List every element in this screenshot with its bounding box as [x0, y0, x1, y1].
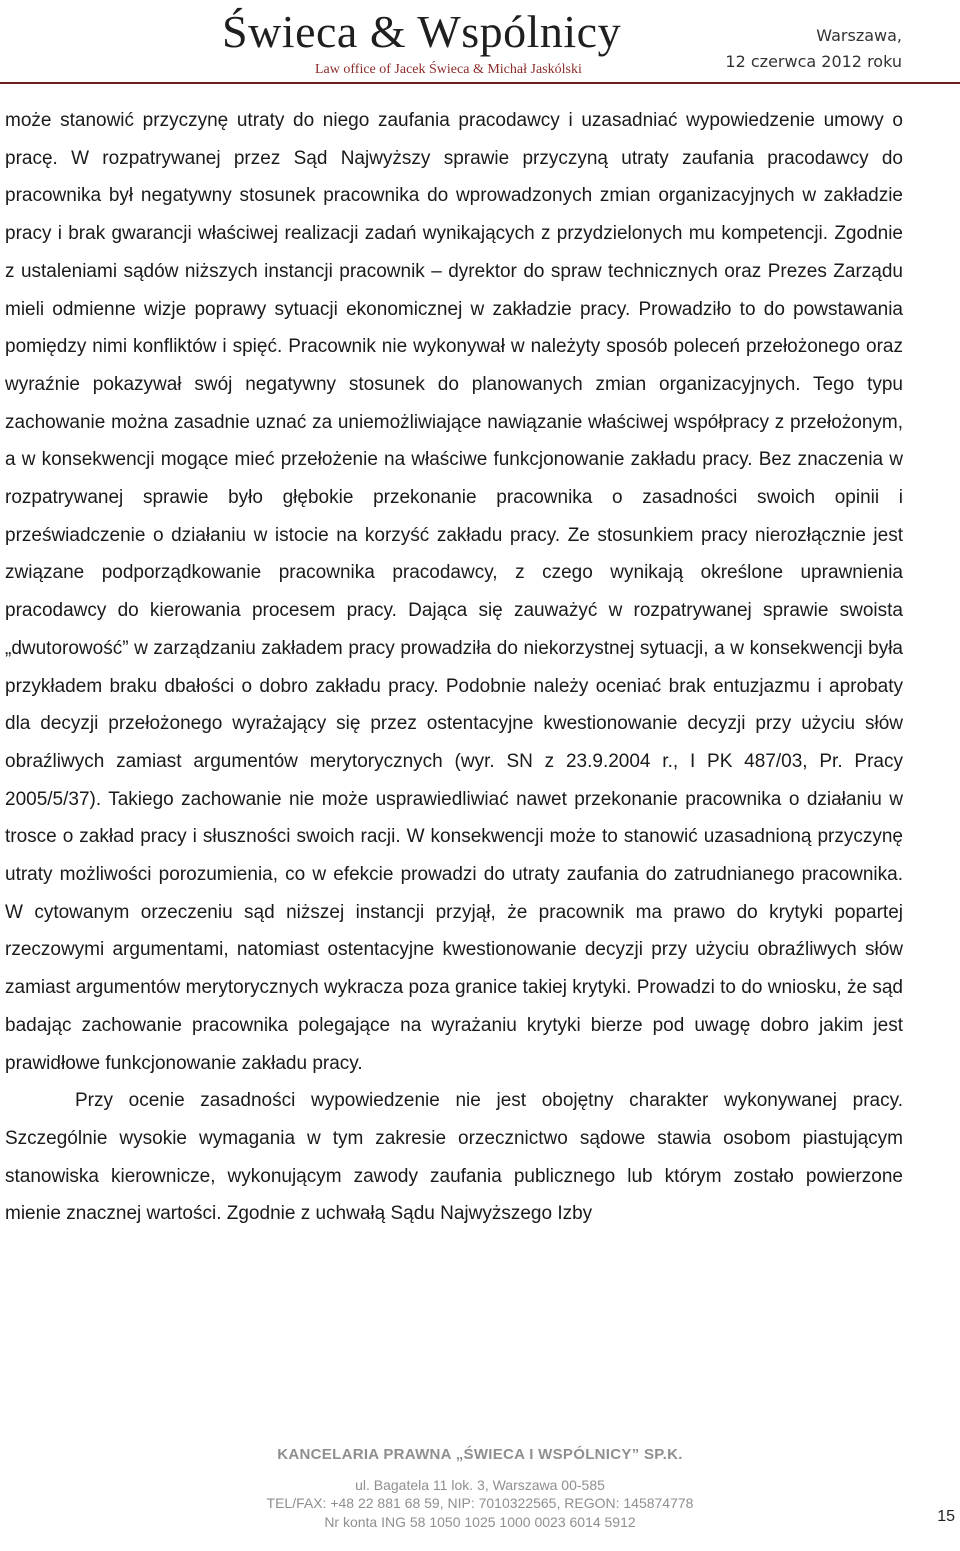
header-place: Warszawa,	[816, 26, 902, 45]
header-date: 12 czerwca 2012 roku	[725, 52, 902, 71]
logo-subtitle: Law office of Jacek Świeca & Michał Jaskólski	[315, 62, 582, 77]
body-paragraph: może stanowić przyczynę utraty do niego zaufania pracodawcy i uzasadniać wypowiedzenie umowy o pracę. W rozpatrywanej przez Sąd Najwyższy sprawie przyczyną utraty zaufania pracodawcy do pracownika był negatywny stosunek pracownika do wprowadzonych zmian organizacyjnych w zakładzie pracy i brak gwarancji właściwej realizacji zadań wynikających z przydzielonych mu kompetencji. Zgodnie z ustaleniami sądów niższych instancji pracownik – dyrektor do spraw technicznych oraz Prezes Zarządu mieli odmienne wizje poprawy sytuacji ekonomicznej w zakładzie pracy. Prowadziło to do powstawania pomiędzy nimi konfliktów i spięć. Pracownik nie wykonywał w należyty sposób poleceń przełożonego oraz wyraźnie pokazywał swój negatywny stosunek do planowanych zmian organizacyjnych. Tego typu zachowanie można zasadnie uznać za uniemożliwiające nawiązanie właściwej współpracy z przełożonym, a w konsekwencji mogące mieć przełożenie na właściwe funkcjonowanie zakładu pracy. Bez znaczenia w rozpatrywanej sprawie było głębokie przekonanie pracownika o zasadności swoich opinii i przeświadczenie o działaniu w istocie na korzyść zakładu pracy. Ze stosunkiem pracy nierozłącznie jest związane podporządkowanie pracownika pracodawcy, z czego wynikają określone uprawnienia pracodawcy do kierowania procesem pracy. Dająca się zauważyć w rozpatrywanej sprawie swoista „dwutorowość” w zarządzaniu zakładem pracy prowadziła do niekorzystnej sytuacji, a w konsekwencji była przykładem braku dbałości o dobro zakładu pracy. Podobnie należy oceniać brak entuzjazmu i aprobaty dla decyzji przełożonego wyrażający się przez ostentacyjne kwestionowanie decyzji przy użyciu słów obraźliwych zamiast argumentów merytorycznych (wyr. SN z 23.9.2004 r., I PK 487/03, Pr. Pracy 2005/5/37). Takiego zachowanie nie może usprawiedliwiać nawet przekonanie pracownika o działaniu w trosce o zakład pracy i słuszności swoich racji. W konsekwencji może to stanowić uzasadnioną przyczynę utraty możliwości porozumienia, co w efekcie prowadzi do utraty zaufania do zatrudnianego pracownika. W cytowanym orzeczeniu sąd niższej instancji przyjął, że pracownik ma prawo do krytyki popartej rzeczowymi argumentami, natomiast ostentacyjne kwestionowanie decyzji przy użyciu obraźliwych słów zamiast argumentów merytorycznych wykracza poza granice takiej krytyki. Prowadzi to do wniosku, że sąd badając zachowanie pracownika polegające na wyrażaniu krytyki bierze pod uwagę dobro jakim jest prawidłowe funkcjonowanie zakładu pracy.	[5, 110, 903, 1074]
letterhead	[0, 0, 960, 86]
footer-contact-ids: TEL/FAX: +48 22 881 68 59, NIP: 7010322565, REGON: 145874778	[266, 1495, 694, 1511]
footer-bank-account: Nr konta ING 58 1050 1025 1000 0023 6014 5912	[324, 1514, 636, 1530]
firm-logo	[222, 4, 702, 82]
footer-firm-name: KANCELARIA PRAWNA „ŚWIECA I WSPÓLNICY” SP.K.	[277, 1446, 683, 1463]
logo-name: Świeca & Wspólnicy	[222, 6, 622, 57]
header-divider	[0, 82, 960, 84]
footer-address: ul. Bagatela 11 lok. 3, Warszawa 00-585	[355, 1477, 605, 1493]
document-body	[5, 102, 903, 1233]
page-number: 15	[937, 1508, 955, 1525]
body-paragraph: Przy ocenie zasadności wypowiedzenie nie jest obojętny charakter wykonywanej pracy. Szczególnie wysokie wymagania w tym zakresie orzecznictwo sądowe stawia osobom piastującym stanowiska kierownicze, wykonującym zawody zaufania publicznego lub którym zostało powierzone mienie znacznej wartości. Zgodnie z uchwałą Sądu Najwyższego Izby	[5, 1090, 903, 1225]
